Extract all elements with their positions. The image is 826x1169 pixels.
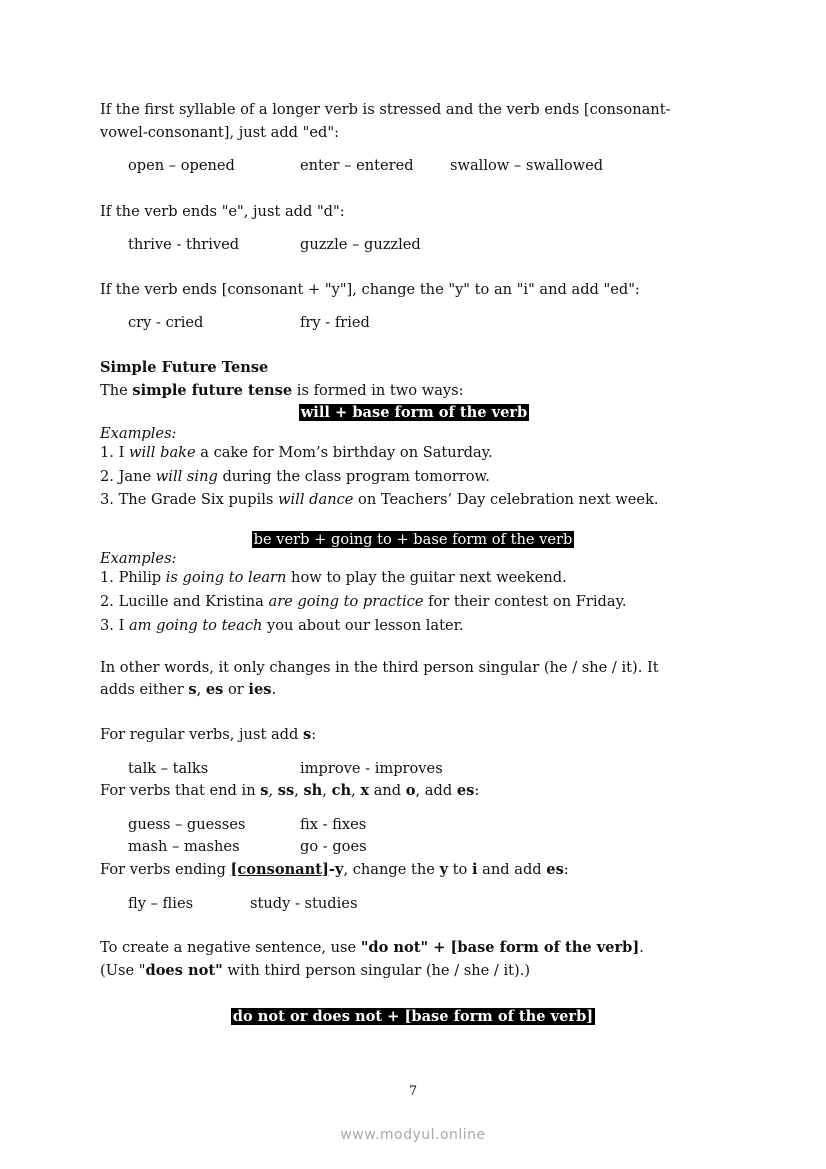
example: talk – talks: [128, 760, 209, 777]
negative-line1: [100, 938, 644, 958]
formula-box: will + base form of the verb: [300, 404, 528, 421]
formula-box: be verb + going to + base form of the verb: [253, 531, 573, 548]
rule2: If the verb ends "e", just add "d":: [100, 203, 345, 220]
text-span: es: [456, 782, 475, 799]
text-span: x: [360, 782, 370, 799]
formula-box: do not or does not + [base form of the verb]: [232, 1008, 594, 1025]
page-number: 7: [408, 1084, 418, 1099]
negative-line2: [100, 961, 530, 981]
example: open – opened: [128, 157, 235, 174]
examples-label: [100, 424, 176, 444]
example-item: [100, 568, 567, 588]
text-span: To create a negative sentence, use: [100, 939, 361, 956]
example: mash – mashes: [128, 838, 240, 855]
example: fly – flies: [128, 895, 194, 912]
text-span: 1. I: [100, 444, 129, 461]
rule1-line1: If the first syllable of a longer verb is stressed and the verb ends [consonant-: [100, 101, 671, 118]
text-span: and add: [477, 861, 547, 878]
heading-text: Simple Future Tense: [100, 359, 269, 376]
text-span: The: [100, 382, 133, 399]
regular-rule: [100, 725, 316, 745]
text-span: or: [223, 681, 249, 698]
section-heading: [100, 358, 268, 378]
text-span: :: [563, 861, 569, 878]
rule3: If the verb ends [consonant + "y"], change the "y" to an "i" and add "ed":: [100, 281, 640, 298]
text-span: sh: [303, 782, 323, 799]
text-span: how to play the guitar next weekend.: [286, 569, 567, 586]
text-span: .: [639, 939, 644, 956]
text-span: ,: [294, 782, 304, 799]
example: guzzle – guzzled: [300, 236, 421, 253]
text-span: :: [474, 782, 480, 799]
text-span: does not": [145, 962, 223, 979]
text-span: for their contest on Friday.: [423, 593, 627, 610]
text-span: are going to practice: [268, 593, 424, 610]
text-span: For verbs that end in: [100, 782, 261, 799]
text-span: 2. Jane: [100, 468, 156, 485]
text-span: ,: [268, 782, 278, 799]
text-span: to: [448, 861, 472, 878]
example: guess – guesses: [128, 816, 246, 833]
text-span: and: [369, 782, 406, 799]
example-item: [100, 490, 659, 510]
example-item: [100, 443, 493, 463]
text-span: am going to teach: [128, 617, 263, 634]
text-span: ies: [248, 681, 272, 698]
text-span: ,: [322, 782, 332, 799]
text-span: 1. Philip: [100, 569, 166, 586]
text-span: ss: [277, 782, 295, 799]
other-words-line1: In other words, it only changes in the third person singular (he / she / it). It: [100, 659, 659, 676]
text-span: -y: [328, 861, 344, 878]
text-span: For regular verbs, just add: [100, 726, 303, 743]
example: enter – entered: [300, 157, 414, 174]
examples-label: [100, 549, 176, 569]
example: cry - cried: [128, 314, 204, 331]
formula-will: [0, 403, 826, 423]
text-span: 2. Lucille and Kristina: [100, 593, 269, 610]
text-span: s: [260, 782, 269, 799]
text-span: simple future tense: [132, 382, 293, 399]
text-span: "do not" + [base form of the verb]: [360, 939, 640, 956]
text-span: with third person singular (he / she / it).): [222, 962, 531, 979]
text-span: Examples:: [100, 425, 177, 442]
text-span: , change the: [343, 861, 440, 878]
formula-negative: [0, 1007, 826, 1027]
text-span: 3. I: [100, 617, 129, 634]
text-span: For verbs ending: [100, 861, 231, 878]
text-span: Examples:: [100, 550, 177, 567]
text-span: .: [271, 681, 277, 698]
formula-going-to: [0, 530, 826, 550]
text-span: 3. The Grade Six pupils: [100, 491, 279, 508]
text-span: es: [546, 861, 564, 878]
example: thrive - thrived: [128, 236, 240, 253]
text-span: will dance: [278, 491, 354, 508]
text-span: o: [405, 782, 416, 799]
text-span: y: [439, 861, 449, 878]
text-span: s: [188, 681, 197, 698]
example: swallow – swallowed: [450, 157, 604, 174]
example: study - studies: [250, 895, 358, 912]
text-span: :: [311, 726, 317, 743]
text-span: is going to learn: [165, 569, 287, 586]
example: improve - improves: [300, 760, 443, 777]
example: go - goes: [300, 838, 367, 855]
example-item: [100, 616, 464, 636]
text-span: es: [205, 681, 224, 698]
example: fix - fixes: [300, 816, 367, 833]
text-span: a cake for Mom’s birthday on Saturday.: [195, 444, 493, 461]
text-span: , add: [415, 782, 457, 799]
text-span: will bake: [128, 444, 196, 461]
text-span: during the class program tomorrow.: [217, 468, 490, 485]
text-span: ,: [196, 681, 206, 698]
rule1-line2: vowel-consonant], just add "ed":: [100, 124, 339, 141]
text-span: you about our lesson later.: [262, 617, 464, 634]
example-item: [100, 467, 490, 487]
text-span: ch: [331, 782, 352, 799]
text-span: will sing: [155, 468, 218, 485]
example-item: [100, 592, 627, 612]
other-words-line2: [100, 680, 276, 700]
text-span: i: [471, 861, 478, 878]
watermark: www.modyul.online: [340, 1127, 486, 1143]
text-span: ,: [351, 782, 361, 799]
es-rule: [100, 781, 479, 801]
text-span: adds either: [100, 681, 189, 698]
text-span: [consonant]: [230, 861, 329, 878]
example: fry - fried: [300, 314, 370, 331]
text-span: (Use ": [100, 962, 146, 979]
text-span: is formed in two ways:: [292, 382, 464, 399]
text-span: on Teachers’ Day celebration next week.: [353, 491, 659, 508]
future-intro: [100, 381, 464, 401]
text-span: s: [302, 726, 312, 743]
ies-rule: [100, 860, 569, 880]
